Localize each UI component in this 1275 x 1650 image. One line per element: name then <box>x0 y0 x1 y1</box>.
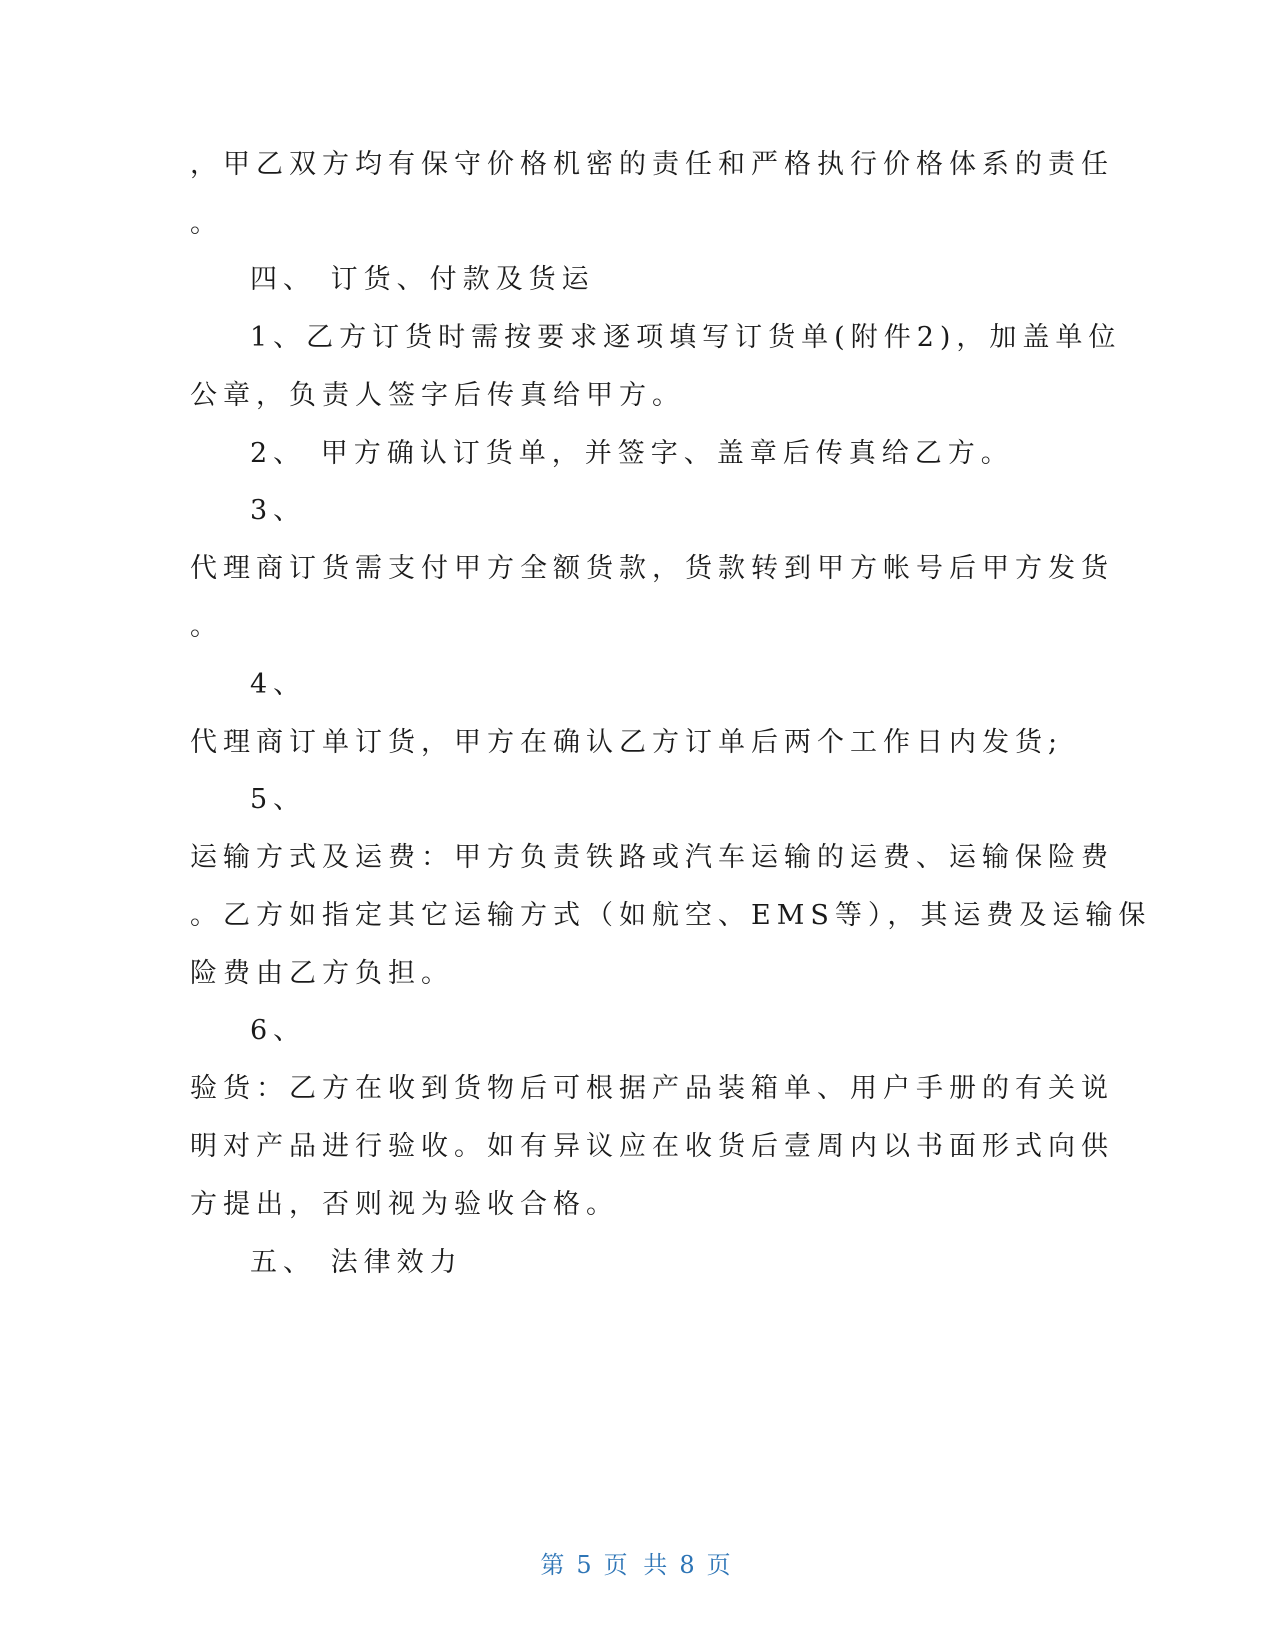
footer-page-number: 5 <box>576 1551 596 1579</box>
section-heading: 四、 订货、付款及货运 <box>250 264 595 295</box>
list-number: 5、 <box>250 784 307 815</box>
paragraph-line: 代理商订单订货，甲方在确认乙方订单后两个工作日内发货; <box>190 727 1064 758</box>
paragraph-line: 2、 甲方确认订货单，并签字、盖章后传真给乙方。 <box>250 438 1014 469</box>
footer-middle: 页 共 <box>603 1551 672 1579</box>
footer-suffix: 页 <box>706 1551 735 1579</box>
section-heading: 五、 法律效力 <box>250 1247 463 1278</box>
paragraph-line: 险费由乙方负担。 <box>190 958 454 989</box>
paragraph-line: 方提出，否则视为验收合格。 <box>190 1189 619 1220</box>
paragraph-line: 1、乙方订货时需按要求逐项填写订货单(附件2)，加盖单位 <box>250 322 1122 353</box>
paragraph-line: 。 <box>190 208 223 239</box>
list-number: 4、 <box>250 669 307 700</box>
paragraph-line: ，甲乙双方均有保守价格机密的责任和严格执行价格体系的责任 <box>190 149 1114 180</box>
list-number: 3、 <box>250 495 307 526</box>
paragraph-line: 明对产品进行验收。如有异议应在收货后壹周内以书面形式向供 <box>190 1131 1114 1162</box>
paragraph-line: 。乙方如指定其它运输方式（如航空、EMS等），其运费及运输保 <box>190 900 1152 931</box>
page-footer <box>0 1545 1275 1580</box>
footer-total-pages: 8 <box>679 1551 699 1579</box>
paragraph-line: 验货：乙方在收到货物后可根据产品装箱单、用户手册的有关说 <box>190 1073 1114 1104</box>
paragraph-line: 运输方式及运费：甲方负责铁路或汽车运输的运费、运输保险费 <box>190 842 1114 873</box>
list-number: 6、 <box>250 1015 307 1046</box>
paragraph-line: 代理商订货需支付甲方全额货款，货款转到甲方帐号后甲方发货 <box>190 553 1114 584</box>
footer-prefix: 第 <box>540 1551 569 1579</box>
paragraph-line: 公章，负责人签字后传真给甲方。 <box>190 380 685 411</box>
paragraph-line: 。 <box>190 611 223 642</box>
